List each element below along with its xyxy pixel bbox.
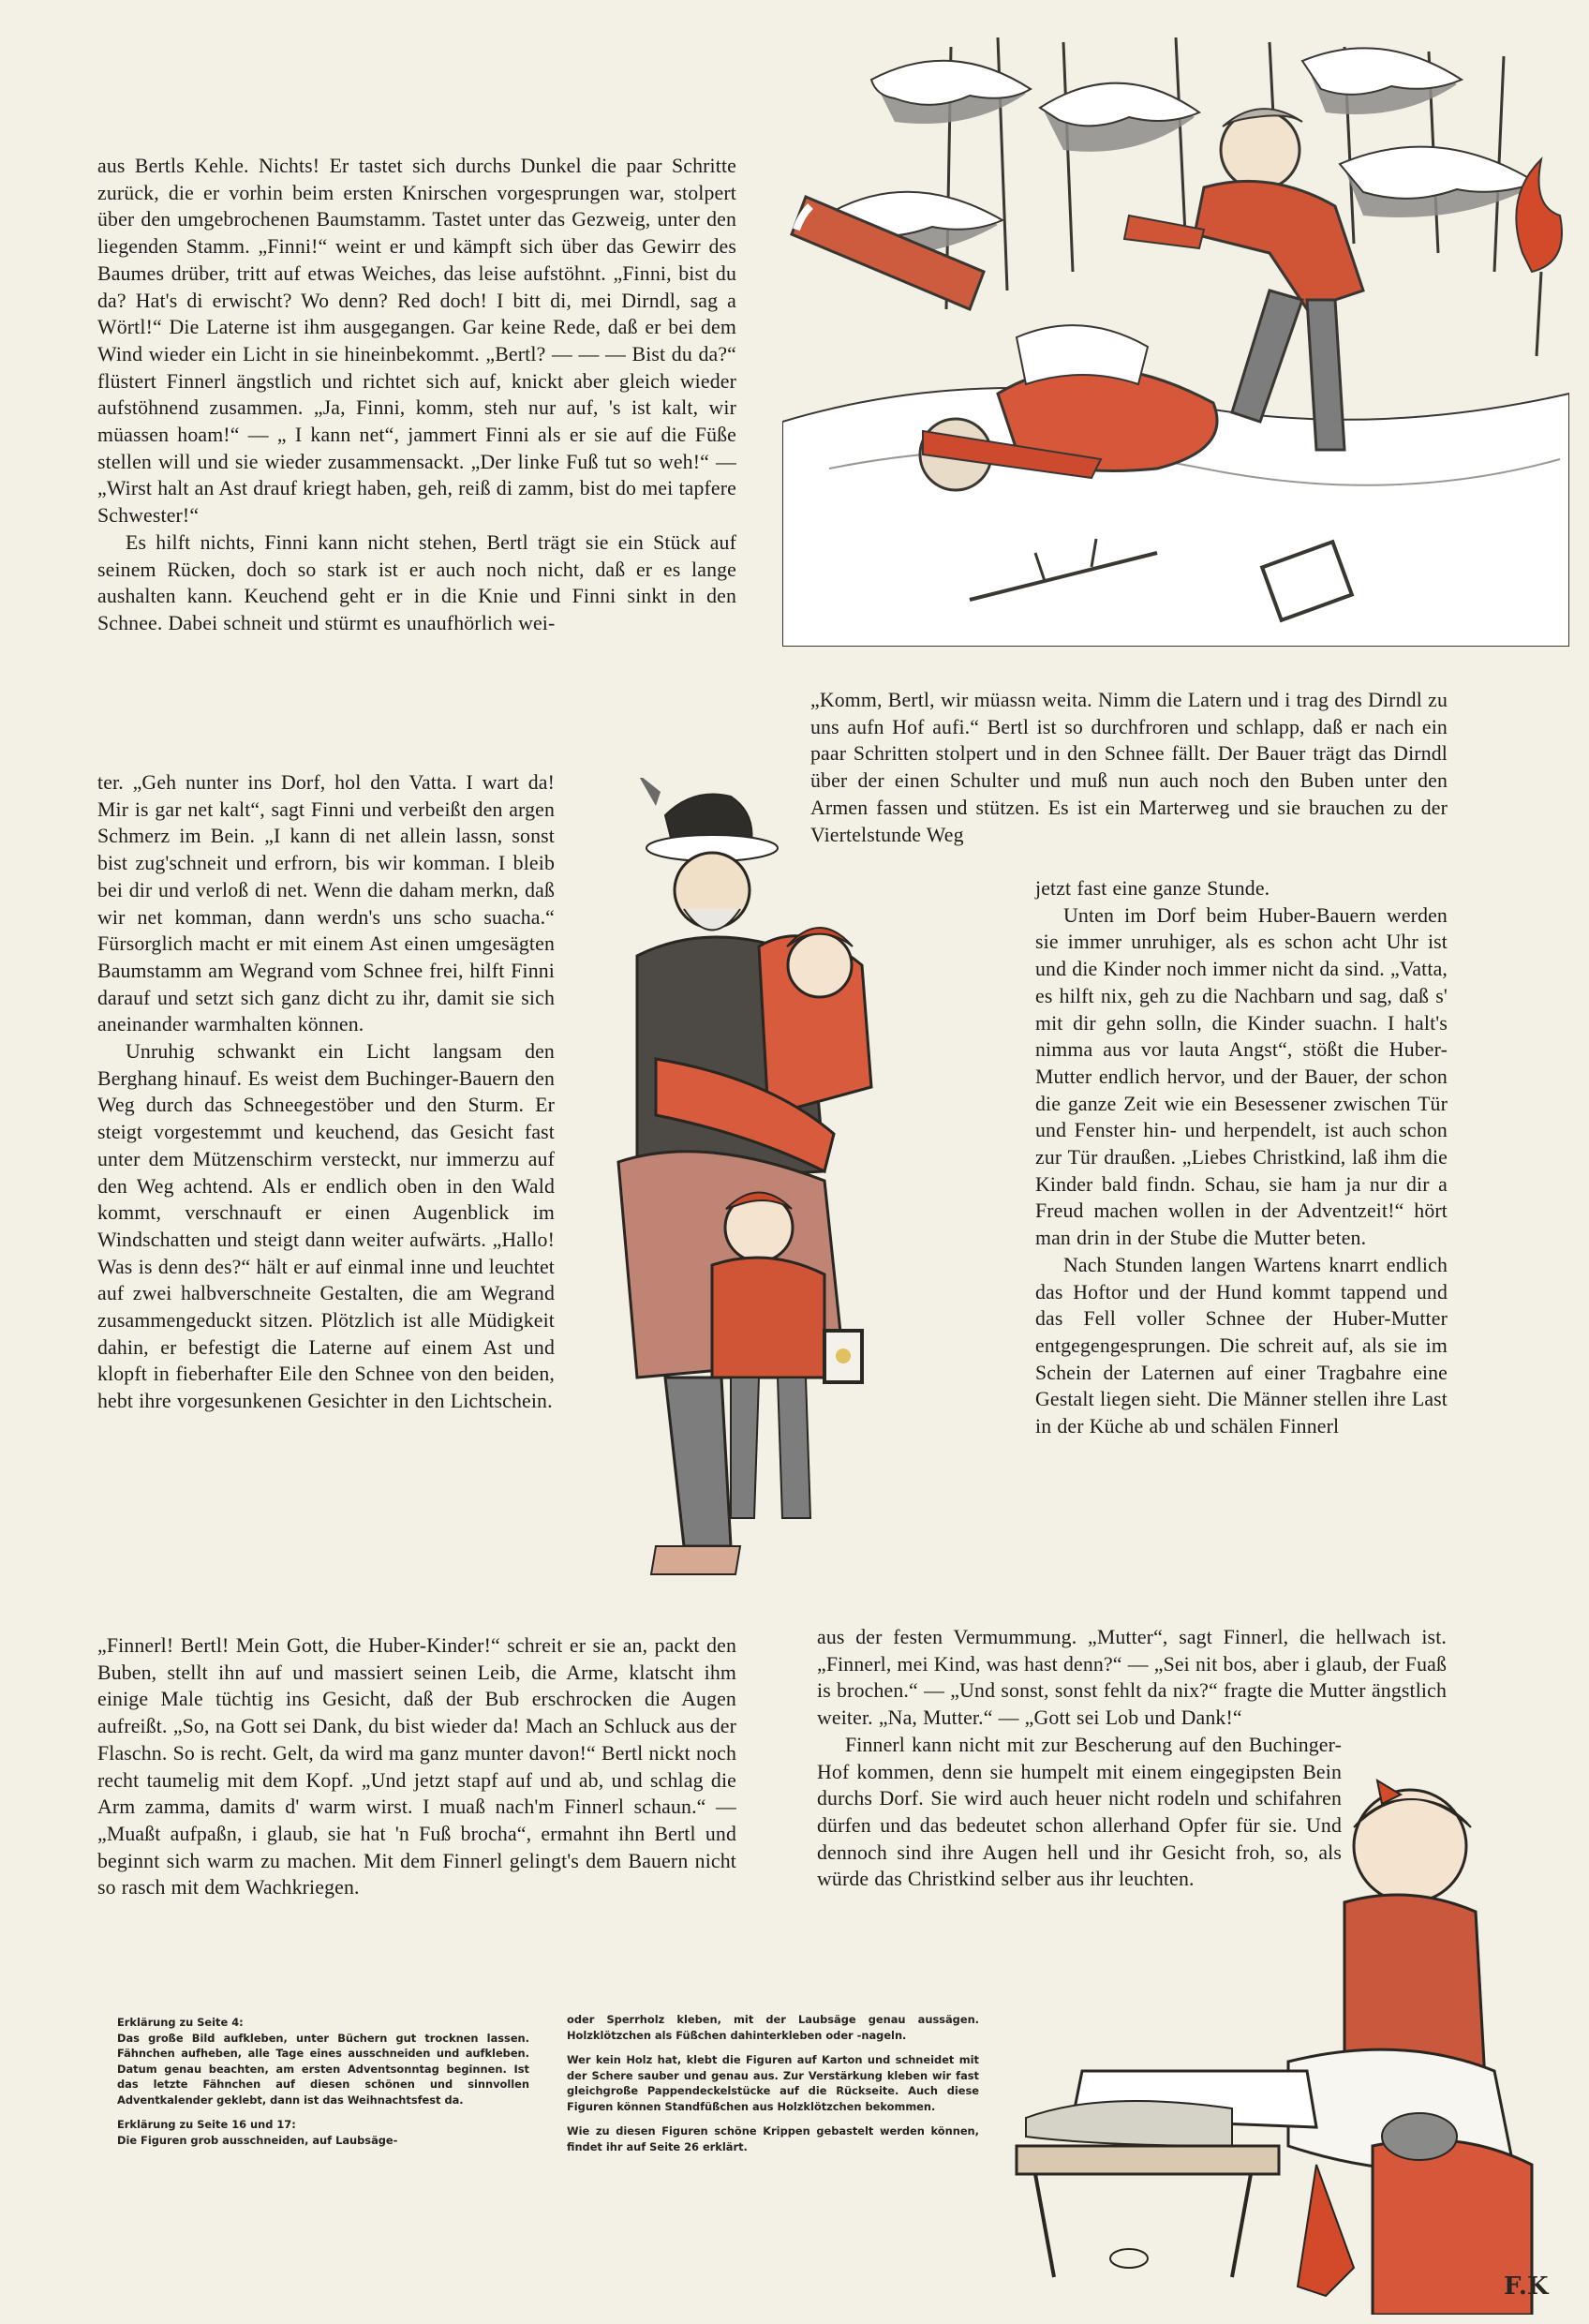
instruction-text: Das große Bild aufkleben, unter Büchern gut trocknen lassen. Fähnchen aufheben, alle Tage eines ausschneiden und aufkleben. Datum genau beachten, am ersten Adventsonntag beginnen. Ist das letzte Fähnchen auf diesen schönen und sinnvollen Adventkalender geklebt, dann ist das Weihnachtsfest da. — [117, 2031, 529, 2107]
story-paragraph: „Komm, Bertl, wir müassn weita. Nimm die Latern und i trag des Dirndl zu uns aufn Hof aufi.“ Bertl ist so durchfroren und schlapp, daß er nach ein paar Schritten stolpert und in den Schnee fällt. Der Bauer trägt das Dirndl über der einen Schulter und muß nun auch noch den Buben unter den Armen fassen und stützen. Es ist ein Marterweg und sie brauchen zu der Viertelstunde Weg — [810, 689, 1448, 846]
instruction-text: Die Figuren grob ausschneiden, auf Laubsäge- — [117, 2133, 398, 2147]
story-paragraph: aus Bertls Kehle. Nichts! Er tastet sich durchs Dunkel die paar Schritte zurück, die er vorhin beim ersten Knirschen vorgesprungen war, stolpert über den umgebrochenen Baumstamm. Tastet unter das Gezweig, unter den liegenden Stamm. „Finni!“ weint er und kämpft sich über das Gewirr des Baumes drüber, tritt auf etwas Weiches, das leise aufstöhnt. „Finni, bist du da? Hat's di erwischt? Wo denn? Red doch! I bitt di, mei Dirndl, sag a Wörtl!“ Die Laterne ist ihm ausgegangen. Gar keine Rede, daß er bei dem Wind wieder ein Licht in sie hineinbekommt. „Bertl? — — — Bist du da?“ flüstert Finnerl ängstlich und richtet sich auf, knickt aber gleich wieder aufstöhnend zusammen. „Ja, Finni, komm, steh nur auf, 's ist kalt, wir müassen hoam!“ — „ I kann net“, jammert Finni als er sie auf die Füße stellen will und sie wieder zusammensackt. „Der linke Fuß tut so weh!“ — „Wirst halt an Ast drauf kriegt haben, geh, reiß di zamm, bist do mei tapfere Schwester!“ — [97, 155, 736, 528]
story-column-1-top — [97, 153, 736, 637]
story-column-2-bottom — [817, 1624, 1447, 1893]
instruction-text: oder Sperrholz kleben, mit der Laubsäge genau aussägen. Holzklötzchen als Füßchen dahinterkleben oder -nageln. — [567, 2013, 979, 2042]
instruction-text: Wie zu diesen Figuren schöne Krippen gebastelt werden können, findet ihr auf Seite 26 erklärt. — [567, 2124, 979, 2153]
story-column-1-bottom — [97, 1632, 736, 1901]
story-paragraph: Unten im Dorf beim Huber-Bauern werden sie immer unruhiger, als es schon acht Uhr ist und die Kinder noch immer nicht da sind. „Vatta, es hilft nix, geh zu die Nachbarn und sag, daß s' mit dir gehn solln, die Kinder suachn. I halt's nimma aus vor lauta Angst“, stößt die Huber-Mutter endlich hervor, und der Bauer, der schon die ganze Zeit wie ein Besessener zwischen Tür und Fenster hin- und herpendelt, ist auch schon zur Tür draußen. „Liebes Christkind, laß ihm die Kinder bald findn. Schau, sie ham ja nur dir a Freud machen wollen in der Adventzeit!“ hört man drin in der Stube die Mutter beten. — [1035, 903, 1448, 1250]
story-paragraph: Es hilft nichts, Finni kann nicht stehen, Bertl trägt sie ein Stück auf seinem Rücken, doch so stark ist er auch noch nicht, daß er es lange aushalten kann. Keuchend geht er in die Knie und Finni sinkt in den Schnee. Dabei schneit und stürmt es unaufhörlich wei- — [97, 530, 736, 634]
instructions-left — [117, 2015, 529, 2157]
story-column-2-narrow — [1035, 875, 1448, 1440]
story-paragraph: Finnerl kann nicht mit zur Bescherung auf den Buchinger-Hof kommen, denn sie humpelt mit einem eingegipsten Bein durchs Dorf. Sie wird auch heuer nicht rodeln und schifahren dürfen und das bedeutet schon allerhand Opfer für sie. Und dennoch sind ihre Augen hell und ihr Gesicht froh, so, als würde das Christkind selber aus ihr leuchten. — [817, 1733, 1342, 1891]
story-paragraph: Unruhig schwankt ein Licht langsam den Berghang hinauf. Es weist dem Buchinger-Bauern den Weg durch das Schneegestöber und den Sturm. Er steigt vorgestemmt und keuchend, das Gesicht fast unter dem Mützenschirm versteckt, nur immerzu auf den Weg achtend. Als er endlich oben in den Wald kommt, verschnauft er einen Augenblick im Windschatten und steigt dann weiter aufwärts. „Hallo! Was is denn des?“ hält er auf einmal inne und leuchtet auf zwei halbverschneite Gestalten, die am Wegrand zusammengeduckt sitzen. Plötzlich ist alle Müdigkeit dahin, er befestigt die Laterne auf einem Ast und klopft in fieberhafter Eile den Schnee von den beiden, hebt ihre vorgesunkenen Gesichter in den Lichtschein. — [97, 1040, 555, 1413]
instructions-right — [567, 2012, 979, 2164]
farmer-carrying-children-illustration — [600, 778, 918, 1593]
instruction-text: Wer kein Holz hat, klebt die Figuren auf Karton und schneidet mit der Schere sauber und genau aus. Zur Verstärkung kleben wir fast gleichgroße Pappendeckelstücke auf die Rückseite. Auch diese Figuren können Standfüßchen aus Holzklötzchen bekommen. — [567, 2053, 979, 2113]
story-column-1-narrow — [97, 769, 555, 1415]
instruction-heading: Erklärung zu Seite 16 und 17: — [117, 2118, 296, 2131]
story-paragraph: Nach Stunden langen Wartens knarrt endlich das Hoftor und der Hund kommt tappend und das Fell voller Schnee der Huber-Mutter entgegengesprungen. Die schreit auf, als sie im Schein der Laternen auf einer Tragbahre eine Gestalt liegen sieht. Die Männer stellen ihre Last in der Küche ab und schälen Finnerl — [1035, 1253, 1448, 1438]
story-paragraph: „Finnerl! Bertl! Mein Gott, die Huber-Kinder!“ schreit er sie an, packt den Buben, stellt ihn auf und massiert seinen Leib, die Arme, klatscht ihm einige Male tüchtig ins Gesicht, daß der Bub erschrocken die Augen aufreißt. „So, na Gott sei Dank, du bist wieder da! Mach an Schluck aus der Flaschn. So is recht. Gelt, da wird ma ganz munter davon!“ Bertl nickt noch recht taumelig mit dem Kopf. „Und jetzt stapf auf und ab, und schlag die Arm zamma, damits d' warm wirst. I muaß nach'm Finnerl schaun.“ — „Muaßt aufpaßn, i glaub, sie hat 'n Fuß brocha“, ermahnt ihn Bertl und beginnt sich warm zu machen. Mit dem Finnerl gelingt's dem Bauern nicht so rasch mit dem Wachkriegen. — [97, 1634, 736, 1899]
forest-scene-illustration — [782, 28, 1569, 647]
artist-signature: F.K — [1504, 2272, 1549, 2301]
story-paragraph: ter. „Geh nunter ins Dorf, hol den Vatta. I wart da! Mir is gar net kalt“, sagt Finni und verbeißt den argen Schmerz im Bein. „I kann di net allein lassn, sonst bist zug'schneit und erfrorn, bis wir komman. I bleib bei dir und verloß di net. Wenn die daham merkn, daß wir net komman, dann werdn's uns scho suacha.“ Fürsorglich macht er mit einem Ast einen umgesägten Baumstamm am Wegrand vom Schnee frei, hilft Finni darauf und setzt sich ganz dicht zu ihr, damit sie sich aneinander warmhalten können. — [97, 771, 555, 1036]
instruction-heading: Erklärung zu Seite 4: — [117, 2016, 244, 2029]
story-column-2-top — [810, 687, 1448, 848]
story-paragraph: jetzt fast eine ganze Stunde. — [1035, 877, 1270, 900]
story-paragraph: aus der festen Vermummung. „Mutter“, sagt Finnerl, die hellwach ist. „Finnerl, mei Kind, was hast denn?“ — „Sei nit bos, aber i glaub, der Fuaß is brochen.“ — „Und sonst, sonst fehlt da nix?“ fragte die Mutter ängstlich weiter. „Na, Mutter.“ — „Gott sei Lob und Dank!“ — [817, 1626, 1447, 1730]
